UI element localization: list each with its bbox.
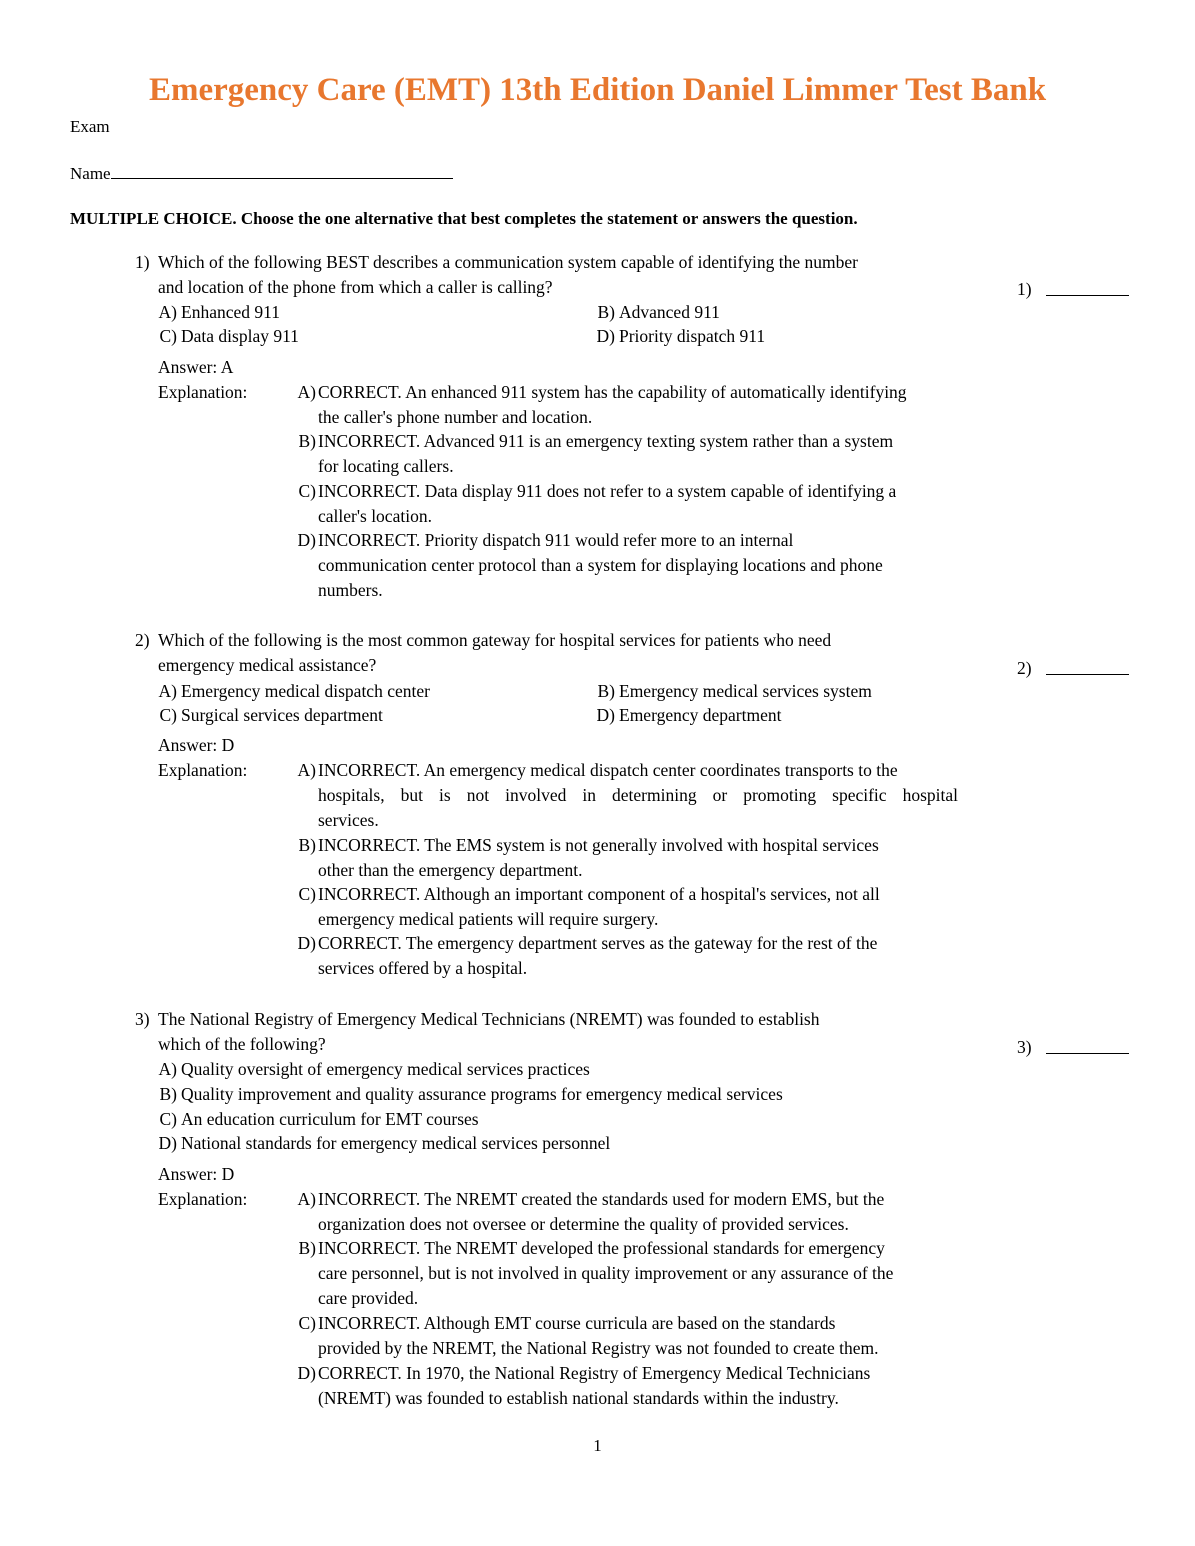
option-letter: D): [158, 1133, 177, 1153]
option-text: Emergency medical services system: [619, 681, 872, 701]
answer-side-number: 2): [1017, 658, 1032, 678]
answer-blank: [1046, 674, 1129, 675]
explanation-line: INCORRECT. The NREMT created the standards used for modern EMS, but the: [318, 1189, 885, 1209]
explanation-line: INCORRECT. Advanced 911 is an emergency texting system rather than a system: [318, 431, 894, 451]
option-letter: B): [159, 1084, 177, 1104]
explanation-letter: C): [298, 884, 316, 904]
question-stem: [158, 628, 998, 678]
explanation-letter: D): [297, 933, 316, 953]
option-d: [588, 703, 781, 728]
explanation-letter: B): [298, 835, 316, 855]
explanation-text: [318, 429, 1008, 479]
explanation-line: care personnel, but is not involved in quality improvement or any assurance of the: [318, 1263, 894, 1283]
option-letter: D): [596, 326, 615, 346]
answer-side-number: 3): [1017, 1037, 1032, 1057]
stem-line: emergency medical assistance?: [158, 655, 377, 675]
option-text: Surgical services department: [181, 705, 383, 725]
explanation-line: services.: [318, 810, 379, 830]
option-text: Advanced 911: [619, 302, 720, 322]
explanation-text: [318, 1187, 1008, 1237]
option-text: National standards for emergency medical services personnel: [181, 1133, 611, 1153]
question-number: 1): [135, 252, 150, 272]
explanation-line: for locating callers.: [318, 456, 454, 476]
option-c: [150, 324, 299, 349]
document-title: Emergency Care (EMT) 13th Edition Daniel Limmer Test Bank: [148, 72, 1047, 108]
explanation-line: services offered by a hospital.: [318, 958, 528, 978]
explanation-text: [318, 1311, 1008, 1361]
explanation-line: provided by the NREMT, the National Registry was not founded to create them.: [318, 1338, 879, 1358]
explanation-line: other than the emergency department.: [318, 860, 583, 880]
option-a: [150, 300, 280, 325]
option-text: Emergency medical dispatch center: [181, 681, 430, 701]
option-c: [150, 703, 383, 728]
option-letter: B): [597, 302, 615, 322]
explanation-label: Explanation:: [158, 1189, 248, 1209]
explanation-letter: D): [297, 530, 316, 550]
option-text: Enhanced 911: [181, 302, 280, 322]
option-letter: A): [158, 681, 177, 701]
stem-line: and location of the phone from which a caller is calling?: [158, 277, 553, 297]
explanation-line: CORRECT. An enhanced 911 system has the capability of automatically identifying: [318, 382, 907, 402]
option-text: Quality improvement and quality assurance programs for emergency medical services: [181, 1084, 783, 1104]
option-text: An education curriculum for EMT courses: [181, 1109, 479, 1129]
explanation-line: INCORRECT. Priority dispatch 911 would refer more to an internal: [318, 530, 794, 550]
stem-line: which of the following?: [158, 1034, 326, 1054]
explanation-line: INCORRECT. The EMS system is not generally involved with hospital services: [318, 835, 879, 855]
stem-line: Which of the following is the most common gateway for hospital services for patients who need: [158, 630, 832, 650]
exam-label: Exam: [70, 117, 110, 136]
question-stem: [158, 1007, 998, 1057]
explanation-text: [318, 758, 1008, 833]
explanation-text: [318, 1361, 1008, 1411]
name-label: Name: [70, 164, 111, 183]
option-text: Quality oversight of emergency medical services practices: [181, 1059, 590, 1079]
option-b: [150, 1082, 783, 1107]
explanation-letter: B): [298, 431, 316, 451]
answer-blank: [1046, 1053, 1129, 1054]
explanation-letter: A): [297, 760, 316, 780]
explanation-line: INCORRECT. Data display 911 does not refer to a system capable of identifying a: [318, 481, 897, 501]
explanation-text: [318, 931, 1008, 981]
option-a: [150, 679, 430, 704]
explanation-line: emergency medical patients will require surgery.: [318, 909, 659, 929]
option-letter: C): [159, 326, 177, 346]
option-c: [150, 1107, 479, 1132]
explanation-line: care provided.: [318, 1288, 419, 1308]
explanation-letter: C): [298, 481, 316, 501]
explanation-letter: C): [298, 1313, 316, 1333]
explanation-text: [318, 479, 1008, 529]
explanation-text: [318, 1236, 1008, 1311]
explanation-letter: A): [297, 382, 316, 402]
explanation-line: CORRECT. The emergency department serves as the gateway for the rest of the: [318, 933, 878, 953]
option-letter: C): [159, 705, 177, 725]
option-b: [588, 679, 872, 704]
explanation-line: organization does not oversee or determine the quality of provided services.: [318, 1214, 849, 1234]
explanation-line: hospitals, but is not involved in determining or promoting specific hospital: [318, 785, 958, 805]
explanation-line: INCORRECT. The NREMT developed the professional standards for emergency: [318, 1238, 885, 1258]
answer-line: Answer: D: [158, 735, 235, 755]
option-b: [588, 300, 720, 325]
option-letter: D): [596, 705, 615, 725]
explanation-line: INCORRECT. An emergency medical dispatch center coordinates transports to the: [318, 760, 898, 780]
question-number: 2): [135, 630, 150, 650]
explanation-label: Explanation:: [158, 760, 248, 780]
stem-line: The National Registry of Emergency Medical Technicians (NREMT) was founded to establish: [158, 1009, 820, 1029]
explanation-line: caller's location.: [318, 506, 432, 526]
explanation-line: INCORRECT. Although EMT course curricula are based on the standards: [318, 1313, 836, 1333]
instructions: MULTIPLE CHOICE. Choose the one alternative that best completes the statement or answers the question.: [70, 209, 858, 228]
answer-line: Answer: A: [158, 357, 234, 377]
option-text: Data display 911: [181, 326, 299, 346]
answer-side-number: 1): [1017, 279, 1032, 299]
option-letter: C): [159, 1109, 177, 1129]
explanation-line: INCORRECT. Although an important component of a hospital's services, not all: [318, 884, 880, 904]
explanation-text: [318, 833, 1008, 883]
explanation-line: (NREMT) was founded to establish national standards within the industry.: [318, 1388, 839, 1408]
name-blank-line: [111, 164, 453, 179]
explanation-letter: B): [298, 1238, 316, 1258]
explanation-line: the caller's phone number and location.: [318, 407, 593, 427]
option-letter: A): [158, 1059, 177, 1079]
option-d: [588, 324, 765, 349]
explanation-text: [318, 380, 1008, 430]
explanation-line: numbers.: [318, 580, 383, 600]
option-a: [150, 1057, 590, 1082]
answer-blank: [1046, 295, 1129, 296]
explanation-line: communication center protocol than a system for displaying locations and phone: [318, 555, 883, 575]
explanation-letter: A): [297, 1189, 316, 1209]
option-letter: A): [158, 302, 177, 322]
question-number: 3): [135, 1009, 150, 1029]
answer-line: Answer: D: [158, 1164, 235, 1184]
explanation-line: CORRECT. In 1970, the National Registry of Emergency Medical Technicians: [318, 1363, 871, 1383]
option-text: Emergency department: [619, 705, 782, 725]
explanation-letter: D): [297, 1363, 316, 1383]
option-letter: B): [597, 681, 615, 701]
option-text: Priority dispatch 911: [619, 326, 766, 346]
stem-line: Which of the following BEST describes a communication system capable of identifying the number: [158, 252, 858, 272]
page-number: 1: [593, 1436, 602, 1455]
explanation-text: [318, 882, 1008, 932]
explanation-label: Explanation:: [158, 382, 248, 402]
option-d: [150, 1131, 610, 1156]
explanation-text: [318, 528, 1008, 603]
question-stem: [158, 250, 998, 300]
name-row: [70, 164, 453, 184]
